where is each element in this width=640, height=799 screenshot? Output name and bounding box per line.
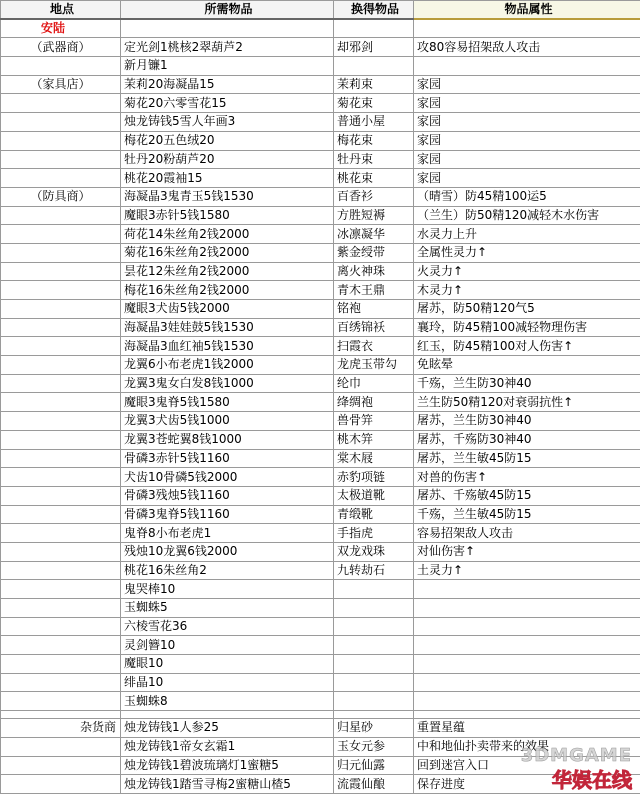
location-cell[interactable]: （武器商） [1, 38, 121, 57]
table-row [1, 737, 640, 756]
location-cell[interactable] [1, 486, 121, 505]
required-items-cell[interactable]: 绯晶10 [121, 673, 334, 692]
location-cell[interactable] [1, 206, 121, 225]
location-cell[interactable] [1, 94, 121, 113]
required-items-cell[interactable]: 烛龙铸钱1碧波琉璃灯1蜜糖5 [121, 756, 334, 775]
attributes-cell[interactable] [414, 599, 640, 618]
table-row [1, 775, 640, 794]
required-items-cell[interactable]: 龙翼3鬼女白发8钱1000 [121, 374, 334, 393]
location-cell[interactable] [1, 318, 121, 337]
table-row [1, 318, 640, 337]
table-cell[interactable] [334, 19, 414, 38]
obtained-item-cell[interactable]: 却邪剑 [334, 38, 414, 57]
attributes-cell[interactable]: 重置星蕴 [414, 719, 640, 738]
required-items-cell[interactable]: 桃花20霞袖15 [121, 169, 334, 188]
location-cell[interactable]: （防具商） [1, 187, 121, 206]
location-cell[interactable] [1, 655, 121, 674]
attributes-cell[interactable]: 对兽的伤害↑ [414, 468, 640, 487]
table-row [1, 393, 640, 412]
location-cell[interactable] [1, 449, 121, 468]
attributes-cell[interactable]: 全属性灵力↑ [414, 243, 640, 262]
obtained-item-cell[interactable]: 百香衫 [334, 187, 414, 206]
obtained-item-cell[interactable]: 普通小屋 [334, 113, 414, 132]
location-cell[interactable] [1, 150, 121, 169]
required-items-cell[interactable]: 牡丹20粉葫芦20 [121, 150, 334, 169]
location-cell[interactable] [1, 169, 121, 188]
attributes-cell[interactable]: 家园 [414, 150, 640, 169]
table-row [1, 412, 640, 431]
attributes-cell[interactable]: 家园 [414, 75, 640, 94]
location-cell[interactable] [1, 300, 121, 319]
obtained-item-cell[interactable]: 菊花束 [334, 94, 414, 113]
attributes-cell[interactable]: 回到迷宫入口 [414, 756, 640, 775]
region-row [1, 19, 640, 38]
obtained-item-cell[interactable]: 绛绸袍 [334, 393, 414, 412]
table-row [1, 655, 640, 674]
required-items-cell[interactable]: 鬼哭棒10 [121, 580, 334, 599]
attributes-cell[interactable]: 火灵力↑ [414, 262, 640, 281]
obtained-item-cell[interactable] [334, 655, 414, 674]
required-items-cell[interactable]: 定光剑1桃核2翠葫芦2 [121, 38, 334, 57]
attributes-cell[interactable]: 屠苏，兰生敏45防15 [414, 449, 640, 468]
required-items-cell[interactable]: 龙翼6小布老虎1钱2000 [121, 356, 334, 375]
location-cell[interactable] [1, 356, 121, 375]
attributes-cell[interactable] [414, 57, 640, 76]
required-items-cell[interactable]: 梅花16朱丝角2钱2000 [121, 281, 334, 300]
obtained-item-cell[interactable]: 青木王鼎 [334, 281, 414, 300]
table-row [1, 636, 640, 655]
attributes-cell[interactable]: 容易招架敌人攻击 [414, 524, 640, 543]
required-items-cell[interactable]: 龙翼3苍蛇翼8钱1000 [121, 430, 334, 449]
obtained-item-cell[interactable] [334, 617, 414, 636]
required-items-cell[interactable]: 海凝晶3血红袖5钱1530 [121, 337, 334, 356]
location-cell[interactable] [1, 775, 121, 794]
table-cell[interactable] [121, 19, 334, 38]
table-row [1, 243, 640, 262]
required-items-cell[interactable]: 菊花16朱丝角2钱2000 [121, 243, 334, 262]
attributes-cell[interactable]: 家园 [414, 131, 640, 150]
attributes-cell[interactable]: 保存进度 [414, 775, 640, 794]
obtained-item-cell[interactable]: 梅花束 [334, 131, 414, 150]
attributes-cell[interactable] [414, 655, 640, 674]
table-cell [1, 711, 121, 719]
table-row [1, 356, 640, 375]
location-cell[interactable] [1, 673, 121, 692]
table-cell[interactable] [414, 19, 640, 38]
attributes-cell[interactable]: 土灵力↑ [414, 561, 640, 580]
obtained-item-cell[interactable]: 九转劫石 [334, 561, 414, 580]
obtained-item-cell[interactable]: 铭袍 [334, 300, 414, 319]
location-cell[interactable] [1, 542, 121, 561]
table-row [1, 225, 640, 244]
attributes-cell[interactable]: 家园 [414, 94, 640, 113]
location-cell[interactable] [1, 337, 121, 356]
attributes-cell[interactable] [414, 636, 640, 655]
required-items-cell[interactable]: 魔眼10 [121, 655, 334, 674]
obtained-item-cell[interactable]: 双龙戏珠 [334, 542, 414, 561]
table-row [1, 617, 640, 636]
table-row [1, 430, 640, 449]
obtained-item-cell[interactable]: 赤豹项链 [334, 468, 414, 487]
header-row [1, 1, 640, 20]
obtained-item-cell[interactable]: 桃木笄 [334, 430, 414, 449]
header-item-attributes[interactable]: 物品属性 [414, 1, 640, 20]
location-cell[interactable] [1, 262, 121, 281]
table-row [1, 449, 640, 468]
required-items-cell[interactable]: 魔眼3鬼脊5钱1580 [121, 393, 334, 412]
table-row [1, 131, 640, 150]
attributes-cell[interactable]: 水灵力上升 [414, 225, 640, 244]
table-row [1, 75, 640, 94]
required-items-cell[interactable]: 骨磷3残烛5钱1160 [121, 486, 334, 505]
obtained-item-cell[interactable]: 紫金绶带 [334, 243, 414, 262]
table-row [1, 468, 640, 487]
obtained-item-cell[interactable]: 手指虎 [334, 524, 414, 543]
table-row [1, 262, 640, 281]
table-row [1, 337, 640, 356]
required-items-cell[interactable]: 鬼脊8小布老虎1 [121, 524, 334, 543]
obtained-item-cell[interactable]: 太极道靴 [334, 486, 414, 505]
location-cell[interactable] [1, 580, 121, 599]
location-cell[interactable] [1, 430, 121, 449]
table-row [1, 113, 640, 132]
table-row [1, 300, 640, 319]
location-cell[interactable]: （家具店） [1, 75, 121, 94]
table-row [1, 505, 640, 524]
attributes-cell[interactable]: 千殇，兰生防30神40 [414, 374, 640, 393]
table-row [1, 281, 640, 300]
attributes-cell[interactable]: 屠苏、千殇敏45防15 [414, 486, 640, 505]
location-cell[interactable] [1, 57, 121, 76]
attributes-cell[interactable]: （兰生）防50精120减轻木水伤害 [414, 206, 640, 225]
attributes-cell[interactable]: 红玉，防45精100对人伤害↑ [414, 337, 640, 356]
attributes-cell[interactable]: 攻80容易招架敌人攻击 [414, 38, 640, 57]
obtained-item-cell[interactable]: 茉莉束 [334, 75, 414, 94]
required-items-cell[interactable]: 桃花16朱丝角2 [121, 561, 334, 580]
required-items-cell[interactable]: 烛龙铸钱1人参25 [121, 719, 334, 738]
table-row [1, 187, 640, 206]
table-row [1, 673, 640, 692]
obtained-item-cell[interactable]: 冰凛凝华 [334, 225, 414, 244]
attributes-cell[interactable]: 对仙伤害↑ [414, 542, 640, 561]
location-cell[interactable] [1, 524, 121, 543]
obtained-item-cell[interactable]: 归元仙露 [334, 756, 414, 775]
obtained-item-cell[interactable]: 方胜短褥 [334, 206, 414, 225]
location-cell[interactable] [1, 692, 121, 711]
table-row [1, 206, 640, 225]
attributes-cell[interactable]: 家园 [414, 113, 640, 132]
required-items-cell[interactable]: 魔眼3犬齿5钱2000 [121, 300, 334, 319]
attributes-cell[interactable] [414, 673, 640, 692]
location-cell[interactable] [1, 281, 121, 300]
obtained-item-cell[interactable]: 归星砂 [334, 719, 414, 738]
table-row [1, 57, 640, 76]
location-cell[interactable] [1, 393, 121, 412]
obtained-item-cell[interactable]: 离火神珠 [334, 262, 414, 281]
location-cell[interactable] [1, 412, 121, 431]
location-cell[interactable] [1, 756, 121, 775]
required-items-cell[interactable]: 海凝晶3鬼青玉5钱1530 [121, 187, 334, 206]
obtained-item-cell[interactable]: 桃花束 [334, 169, 414, 188]
attributes-cell[interactable]: 木灵力↑ [414, 281, 640, 300]
required-items-cell[interactable]: 六棱雪花36 [121, 617, 334, 636]
location-cell[interactable] [1, 131, 121, 150]
required-items-cell[interactable]: 玉蜘蛛8 [121, 692, 334, 711]
required-items-cell[interactable]: 昙花12朱丝角2钱2000 [121, 262, 334, 281]
obtained-item-cell[interactable]: 龙虎玉带勾 [334, 356, 414, 375]
required-items-cell[interactable]: 玉蜘蛛5 [121, 599, 334, 618]
required-items-cell[interactable]: 灵剑簪10 [121, 636, 334, 655]
obtained-item-cell[interactable] [334, 692, 414, 711]
required-items-cell[interactable]: 新月镰1 [121, 57, 334, 76]
required-items-cell[interactable]: 茉莉20海凝晶15 [121, 75, 334, 94]
location-cell[interactable] [1, 561, 121, 580]
attributes-cell[interactable]: 襄玲，防45精100减轻物理伤害 [414, 318, 640, 337]
location-cell[interactable] [1, 468, 121, 487]
required-items-cell[interactable]: 烛龙铸钱1帝女玄霜1 [121, 737, 334, 756]
attributes-cell[interactable]: 屠苏，千殇防30神40 [414, 430, 640, 449]
table-cell [414, 711, 640, 719]
required-items-cell[interactable]: 烛龙铸钱5雪人年画3 [121, 113, 334, 132]
obtained-item-cell[interactable]: 青缎靴 [334, 505, 414, 524]
obtained-item-cell[interactable] [334, 57, 414, 76]
attributes-cell[interactable]: 屠苏，防50精120气5 [414, 300, 640, 319]
attributes-cell[interactable]: 千殇，兰生敏45防15 [414, 505, 640, 524]
obtained-item-cell[interactable]: 扫霞衣 [334, 337, 414, 356]
required-items-cell[interactable]: 梅花20五色绒20 [121, 131, 334, 150]
obtained-item-cell[interactable]: 百绣锦袄 [334, 318, 414, 337]
required-items-cell[interactable]: 龙翼3犬齿5钱1000 [121, 412, 334, 431]
table-row [1, 38, 640, 57]
table-row [1, 169, 640, 188]
header-location[interactable]: 地点 [1, 1, 121, 20]
location-cell[interactable] [1, 636, 121, 655]
spacer-row [1, 711, 640, 719]
table-row [1, 542, 640, 561]
attributes-cell[interactable] [414, 692, 640, 711]
attributes-cell[interactable] [414, 617, 640, 636]
table-row [1, 524, 640, 543]
attributes-cell[interactable]: （晴雪）防45精100运5 [414, 187, 640, 206]
table-row [1, 486, 640, 505]
attributes-cell[interactable]: 屠苏，兰生防30神40 [414, 412, 640, 431]
required-items-cell[interactable]: 魔眼3赤针5钱1580 [121, 206, 334, 225]
required-items-cell[interactable]: 犬齿10骨磷5钱2000 [121, 468, 334, 487]
required-items-cell[interactable]: 残烛10龙翼6钱2000 [121, 542, 334, 561]
required-items-cell[interactable]: 菊花20六零雪花15 [121, 94, 334, 113]
table-row [1, 561, 640, 580]
attributes-cell[interactable]: 家园 [414, 169, 640, 188]
obtained-item-cell[interactable]: 棠木屐 [334, 449, 414, 468]
table-row [1, 374, 640, 393]
location-cell[interactable] [1, 243, 121, 262]
attributes-cell[interactable]: 免眩晕 [414, 356, 640, 375]
table-cell [121, 711, 334, 719]
header-obtained-item[interactable]: 换得物品 [334, 1, 414, 20]
obtained-item-cell[interactable] [334, 673, 414, 692]
obtained-item-cell[interactable]: 玉女元参 [334, 737, 414, 756]
header-required-items[interactable]: 所需物品 [121, 1, 334, 20]
obtained-item-cell[interactable]: 兽骨笄 [334, 412, 414, 431]
table-row [1, 719, 640, 738]
table-row [1, 599, 640, 618]
required-items-cell[interactable]: 荷花14朱丝角2钱2000 [121, 225, 334, 244]
watermark-3dmgame: 3DMGAME [520, 745, 632, 766]
required-items-cell[interactable]: 骨磷3赤针5钱1160 [121, 449, 334, 468]
region-name: 安陆 [1, 19, 121, 38]
attributes-cell[interactable] [414, 580, 640, 599]
location-cell[interactable]: 杂货商 [1, 719, 121, 738]
table-row [1, 94, 640, 113]
table-row [1, 692, 640, 711]
required-items-cell[interactable]: 骨磷3鬼脊5钱1160 [121, 505, 334, 524]
table-row [1, 756, 640, 775]
location-cell[interactable] [1, 737, 121, 756]
location-cell[interactable] [1, 374, 121, 393]
watermark-huayu: 华娱在线 [552, 768, 632, 792]
obtained-item-cell[interactable] [334, 599, 414, 618]
location-cell[interactable] [1, 599, 121, 618]
location-cell[interactable] [1, 113, 121, 132]
obtained-item-cell[interactable]: 纶巾 [334, 374, 414, 393]
obtained-item-cell[interactable] [334, 636, 414, 655]
location-cell[interactable] [1, 225, 121, 244]
required-items-cell[interactable]: 烛龙铸钱1踏雪寻梅2蜜糖山楂5 [121, 775, 334, 794]
obtained-item-cell[interactable]: 牡丹束 [334, 150, 414, 169]
location-cell[interactable] [1, 617, 121, 636]
attributes-cell[interactable]: 兰生防50精120对衰弱抗性↑ [414, 393, 640, 412]
obtained-item-cell[interactable]: 流霞仙酿 [334, 775, 414, 794]
attributes-cell[interactable]: 中和地仙扑卖带来的效果 [414, 737, 640, 756]
obtained-item-cell[interactable] [334, 580, 414, 599]
table-cell [334, 711, 414, 719]
required-items-cell[interactable]: 海凝晶3娃娃鼓5钱1530 [121, 318, 334, 337]
location-cell[interactable] [1, 505, 121, 524]
table-row [1, 150, 640, 169]
table-row [1, 580, 640, 599]
